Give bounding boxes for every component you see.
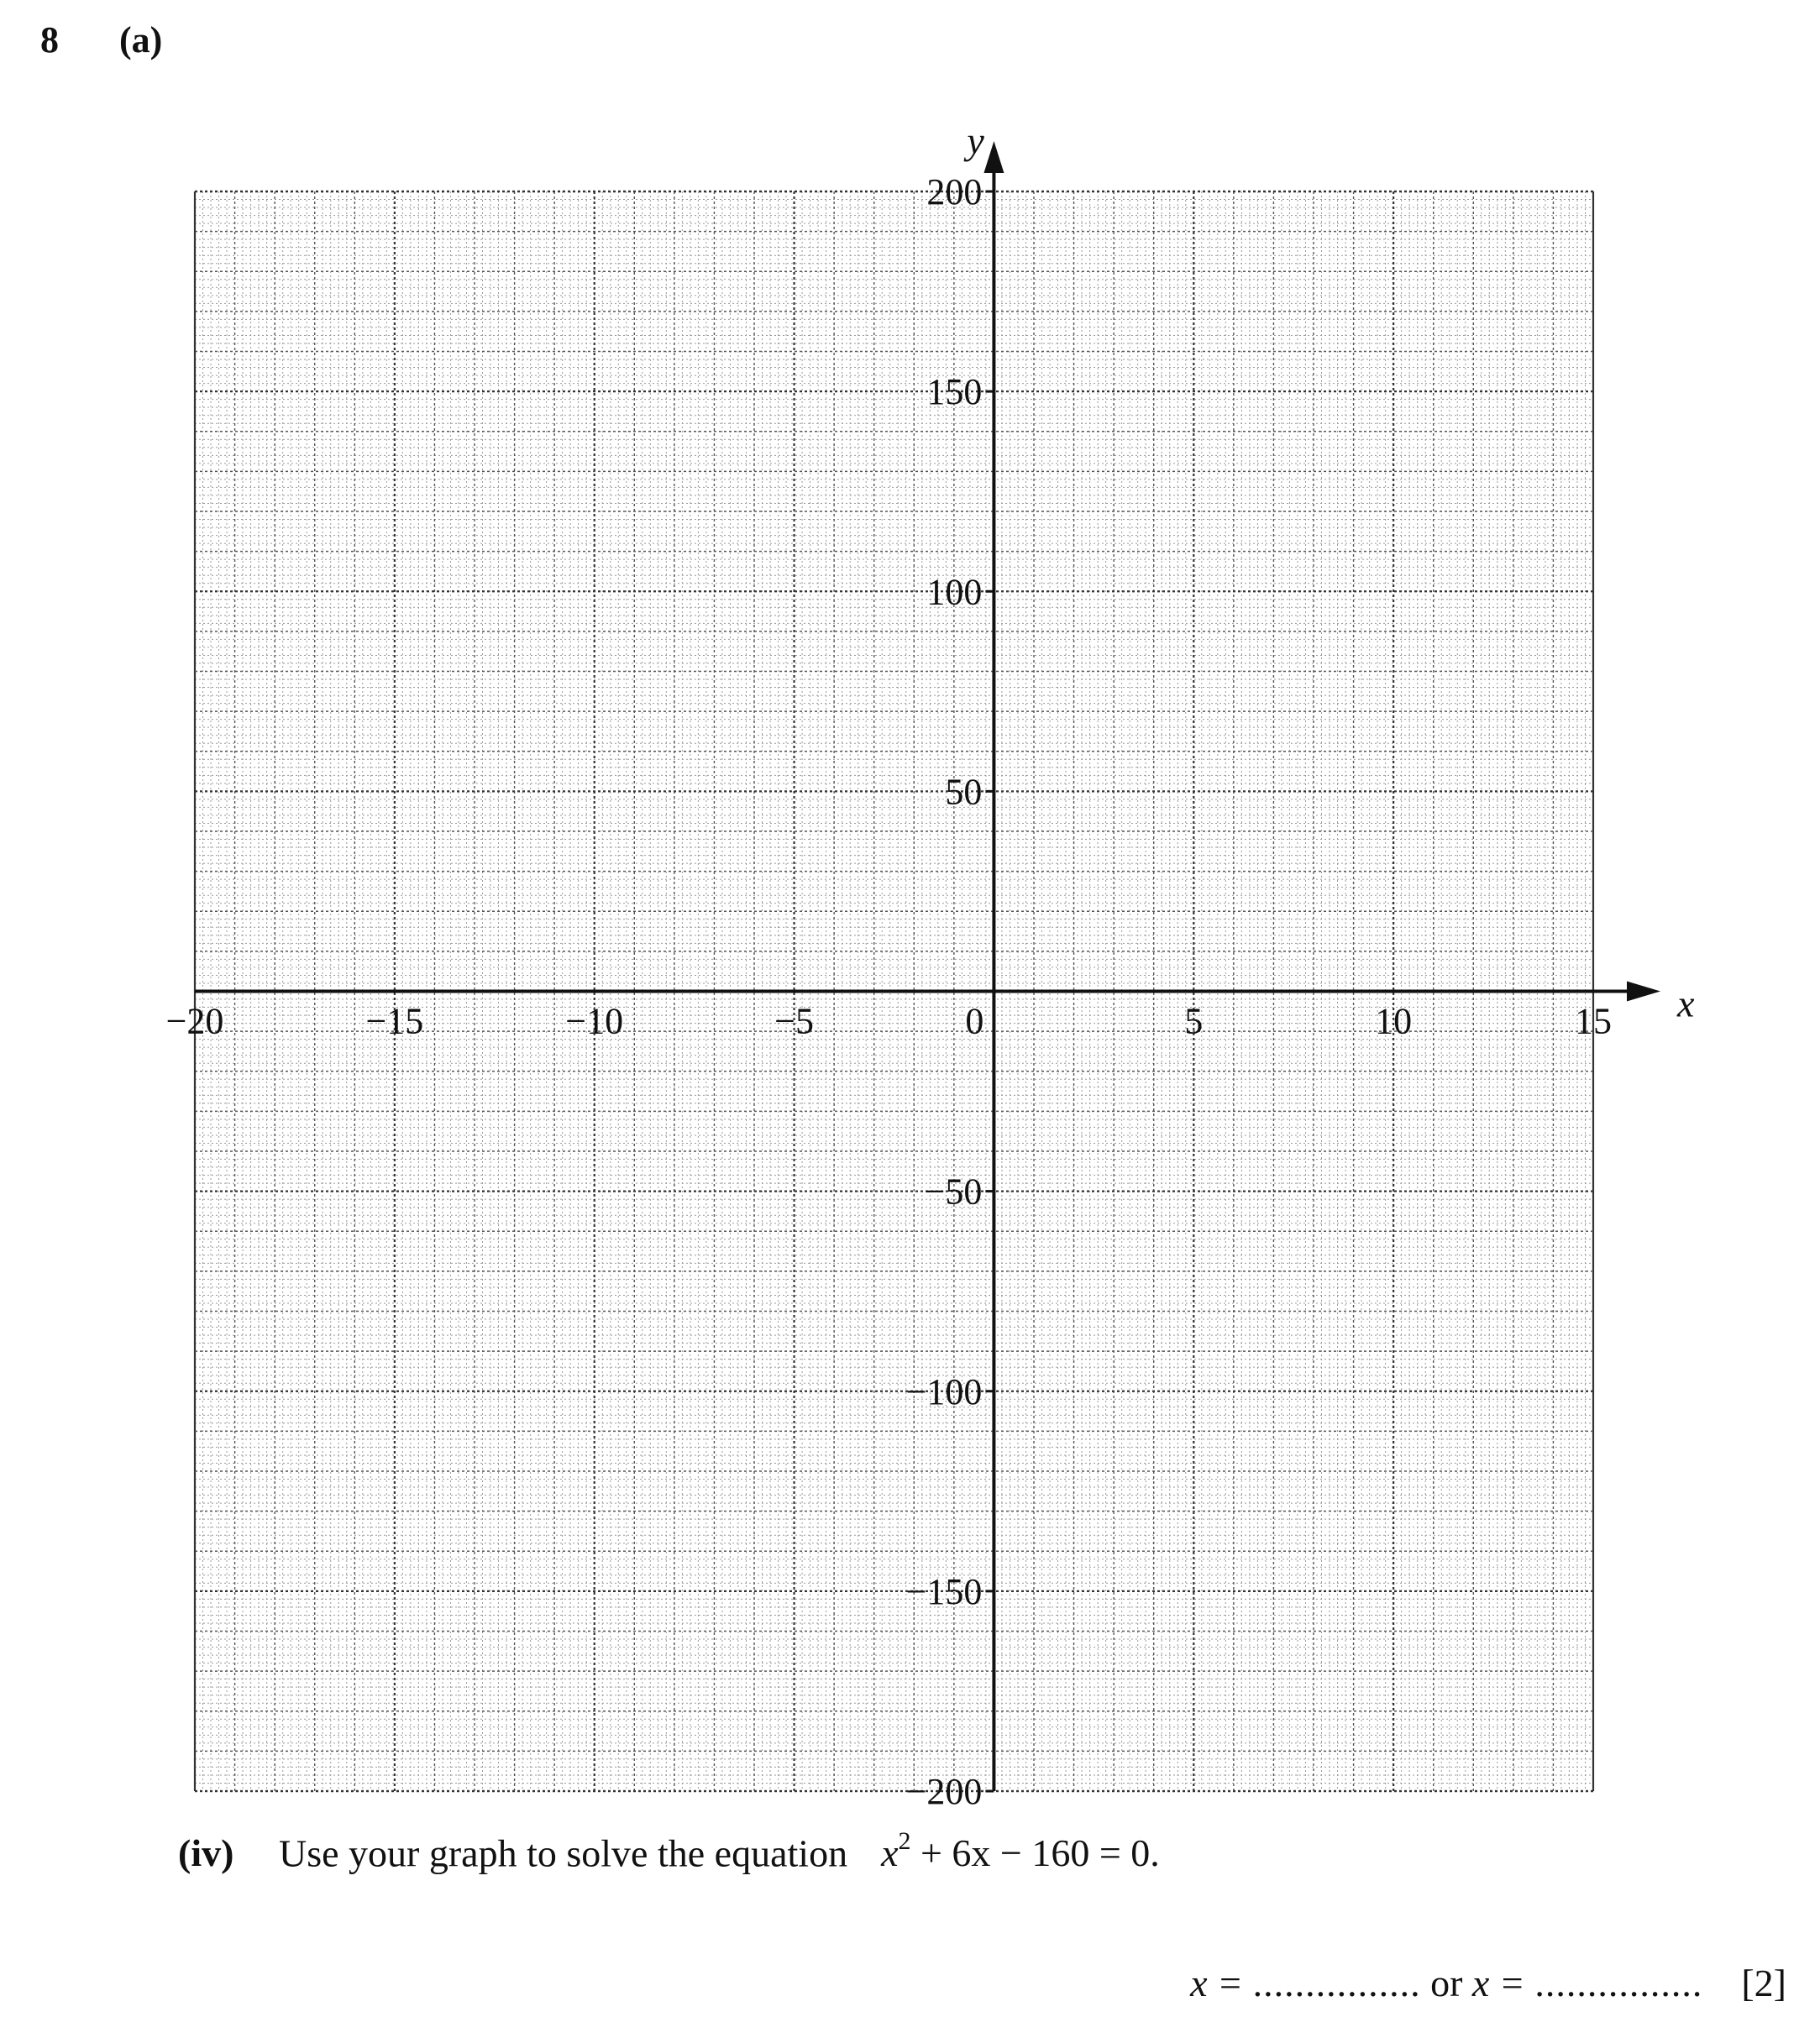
y-axis-arrow (983, 141, 1004, 173)
x-tick-label: 10 (1375, 1000, 1413, 1042)
answer-blank-2[interactable]: ................ (1534, 1962, 1703, 2004)
x-tick-label: −20 (165, 1000, 224, 1042)
answer-prefix-2: x = (1471, 1962, 1525, 2004)
x-tick-label: 0 (965, 1000, 984, 1042)
answer-line (1190, 1961, 1786, 2005)
y-tick-label: −150 (905, 1570, 983, 1612)
x-tick-label: −5 (774, 1000, 814, 1042)
y-tick-label: −100 (905, 1370, 983, 1412)
subquestion-label: (iv) (178, 1831, 234, 1875)
x-axis-label: x (1677, 982, 1695, 1025)
subquestion-text: Use your graph to solve the equation (279, 1831, 848, 1875)
x-axis-arrow (1627, 982, 1660, 1002)
answer-prefix-1: x = (1190, 1962, 1244, 2004)
question-part: (a) (119, 19, 163, 60)
question-number: 8 (40, 19, 59, 60)
equation-exponent: 2 (898, 1827, 911, 1855)
answer-or: or (1430, 1962, 1463, 2004)
y-tick-label: 50 (945, 771, 983, 813)
x-tick-label: −15 (365, 1000, 424, 1042)
y-axis-label: y (967, 119, 984, 162)
subquestion (178, 1827, 1160, 1875)
x-tick-label: 15 (1575, 1000, 1612, 1042)
equation (881, 1827, 1160, 1875)
equation-rest: + 6x − 160 = 0. (920, 1831, 1160, 1875)
answer-blank-1[interactable]: ................ (1252, 1962, 1421, 2004)
y-tick-label: 150 (926, 371, 983, 413)
y-tick-label: 100 (926, 571, 983, 613)
answer-marks: [2] (1741, 1962, 1786, 2004)
y-tick-label: 200 (926, 171, 983, 212)
y-tick-label: −200 (905, 1771, 983, 1812)
x-tick-label: 5 (1184, 1000, 1204, 1042)
equation-x: x (881, 1831, 899, 1875)
x-tick-label: −10 (565, 1000, 624, 1042)
y-tick-label: −50 (924, 1171, 983, 1213)
